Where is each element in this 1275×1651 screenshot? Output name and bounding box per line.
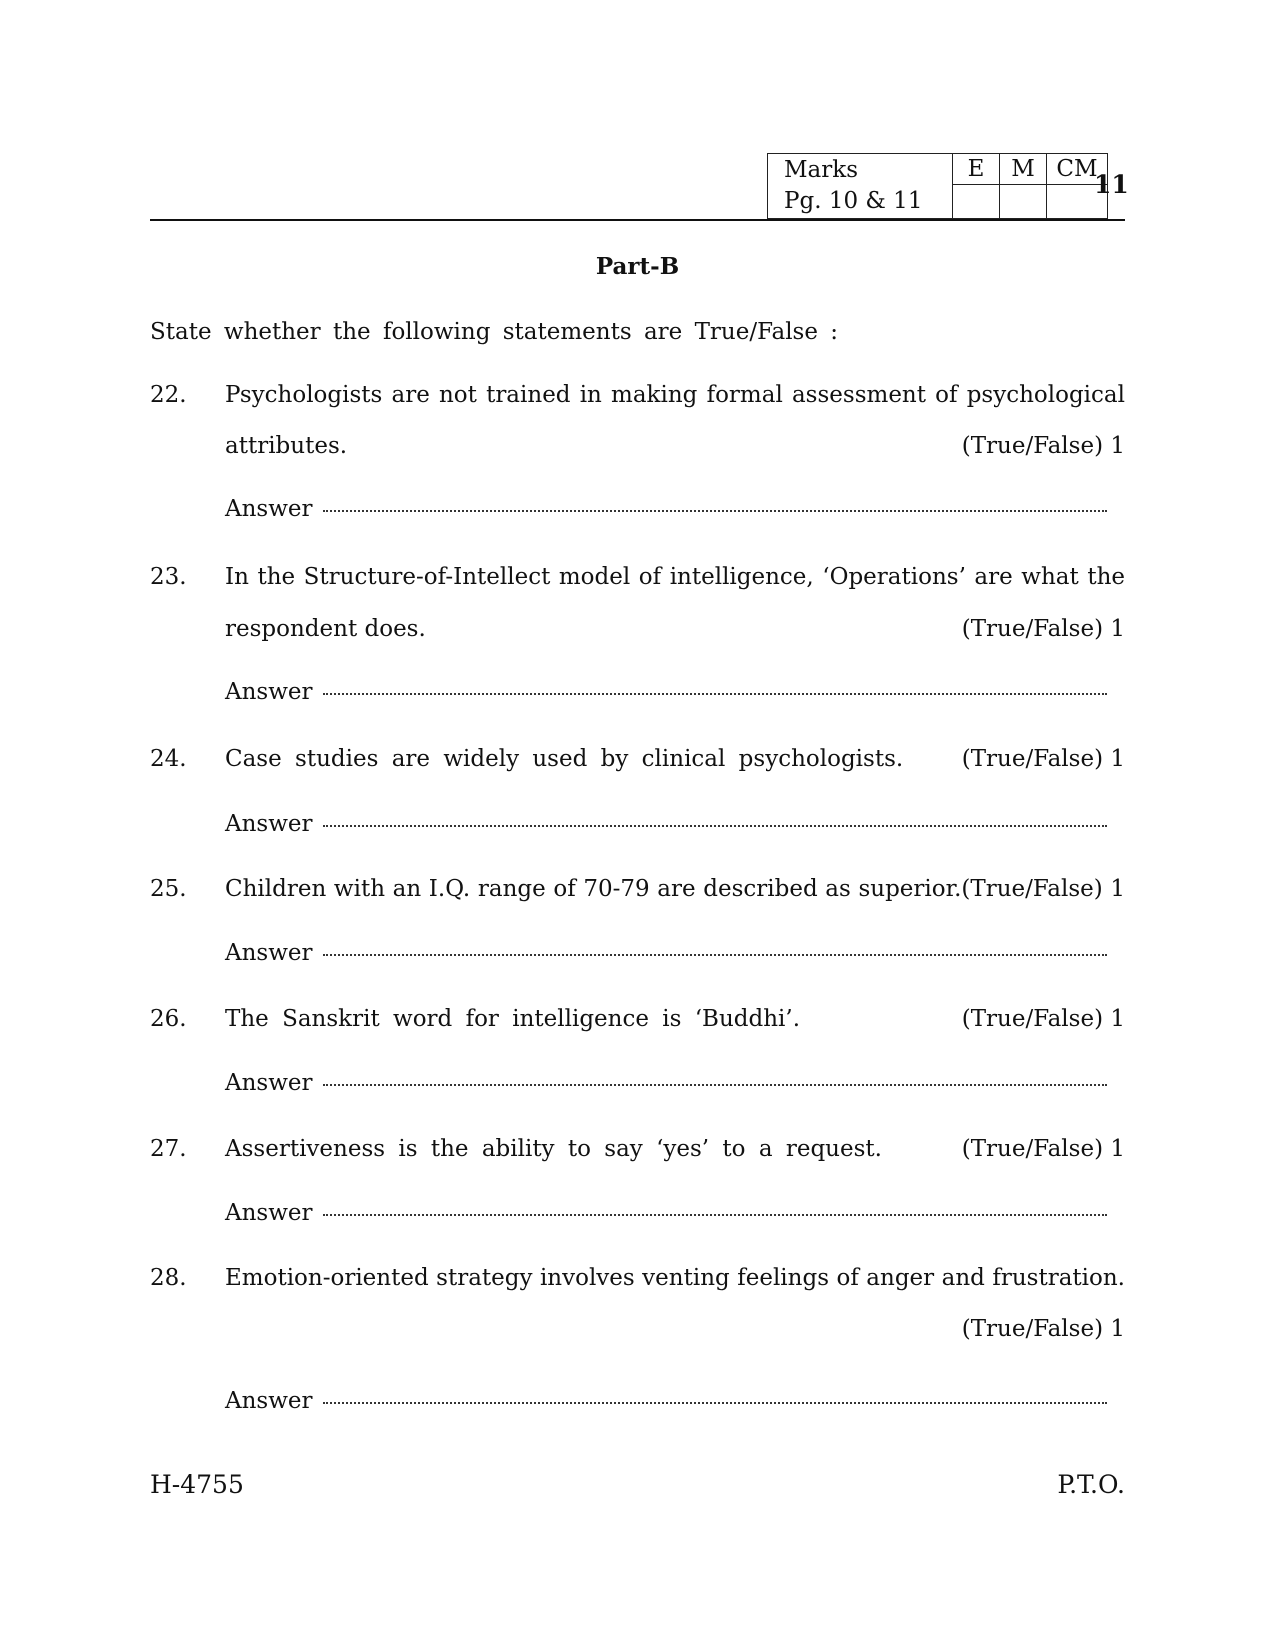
answer-dotted-line xyxy=(323,954,1107,956)
true-false-marks: (True/False) 1 xyxy=(961,746,1125,772)
question-number: 28. xyxy=(150,1265,187,1291)
answer-line[interactable] xyxy=(225,940,1107,966)
true-false-marks: (True/False) 1 xyxy=(961,616,1125,642)
answer-label: Answer xyxy=(225,679,313,705)
answer-label: Answer xyxy=(225,1388,313,1414)
answer-dotted-line xyxy=(323,1214,1107,1216)
paper-code: H-4755 xyxy=(150,1470,244,1499)
pages-label: Pg. 10 & 11 xyxy=(784,188,923,214)
column-m-blank xyxy=(1000,185,1047,219)
question-number: 23. xyxy=(150,564,187,590)
part-title: Part-B xyxy=(595,253,680,280)
answer-dotted-line xyxy=(323,693,1107,695)
question-number: 22. xyxy=(150,382,187,408)
answer-label: Answer xyxy=(225,496,313,522)
question-text: Emotion-oriented strategy involves venting feelings of anger and frustration. xyxy=(225,1265,1125,1291)
question-number: 24. xyxy=(150,746,187,772)
true-false-marks: (True/False) 1 xyxy=(961,433,1125,459)
question-text: Children with an I.Q. range of 70-79 are described as superior.(True/False) 1 xyxy=(225,876,1125,902)
answer-label: Answer xyxy=(225,1070,313,1096)
answer-line[interactable] xyxy=(225,1388,1107,1414)
instruction-text: State whether the following statements are True/False : xyxy=(150,319,839,345)
answer-line[interactable] xyxy=(225,1070,1107,1096)
answer-dotted-line xyxy=(323,1084,1107,1086)
question-number: 27. xyxy=(150,1136,187,1162)
answer-line[interactable] xyxy=(225,1200,1107,1226)
question-number: 25. xyxy=(150,876,187,902)
answer-line[interactable] xyxy=(225,679,1107,705)
answer-dotted-line xyxy=(323,825,1107,827)
answer-dotted-line xyxy=(323,510,1107,512)
column-e-header: E xyxy=(953,154,1000,185)
question-text: Psychologists are not trained in making formal assessment of psychological xyxy=(225,382,1125,408)
answer-label: Answer xyxy=(225,1200,313,1226)
column-cm-header: CM xyxy=(1047,154,1108,185)
question-text: Case studies are widely used by clinical psychologists. xyxy=(225,746,904,772)
question-text: In the Structure-of-Intellect model of intelligence, ‘Operations’ are what the xyxy=(225,564,1125,590)
marks-label-cell xyxy=(768,154,953,219)
marks-label: Marks xyxy=(784,157,858,183)
page-number: 11 xyxy=(1094,170,1129,199)
answer-line[interactable] xyxy=(225,811,1107,837)
question-text-continued: attributes. xyxy=(225,433,348,459)
please-turn-over: P.T.O. xyxy=(1057,1470,1125,1499)
column-e-blank xyxy=(953,185,1000,219)
header-divider xyxy=(150,219,1125,221)
answer-dotted-line xyxy=(323,1402,1107,1404)
question-text: The Sanskrit word for intelligence is ‘Buddhi’. xyxy=(225,1006,801,1032)
question-text-continued: respondent does. xyxy=(225,616,426,642)
column-m-header: M xyxy=(1000,154,1047,185)
question-number: 26. xyxy=(150,1006,187,1032)
true-false-marks: (True/False) 1 xyxy=(961,1006,1125,1032)
true-false-marks: (True/False) 1 xyxy=(961,1316,1125,1342)
true-false-marks: (True/False) 1 xyxy=(961,1136,1125,1162)
marks-table xyxy=(767,153,1108,219)
answer-label: Answer xyxy=(225,940,313,966)
answer-line[interactable] xyxy=(225,496,1107,522)
question-text: Assertiveness is the ability to say ‘yes’ to a request. xyxy=(225,1136,882,1162)
answer-label: Answer xyxy=(225,811,313,837)
